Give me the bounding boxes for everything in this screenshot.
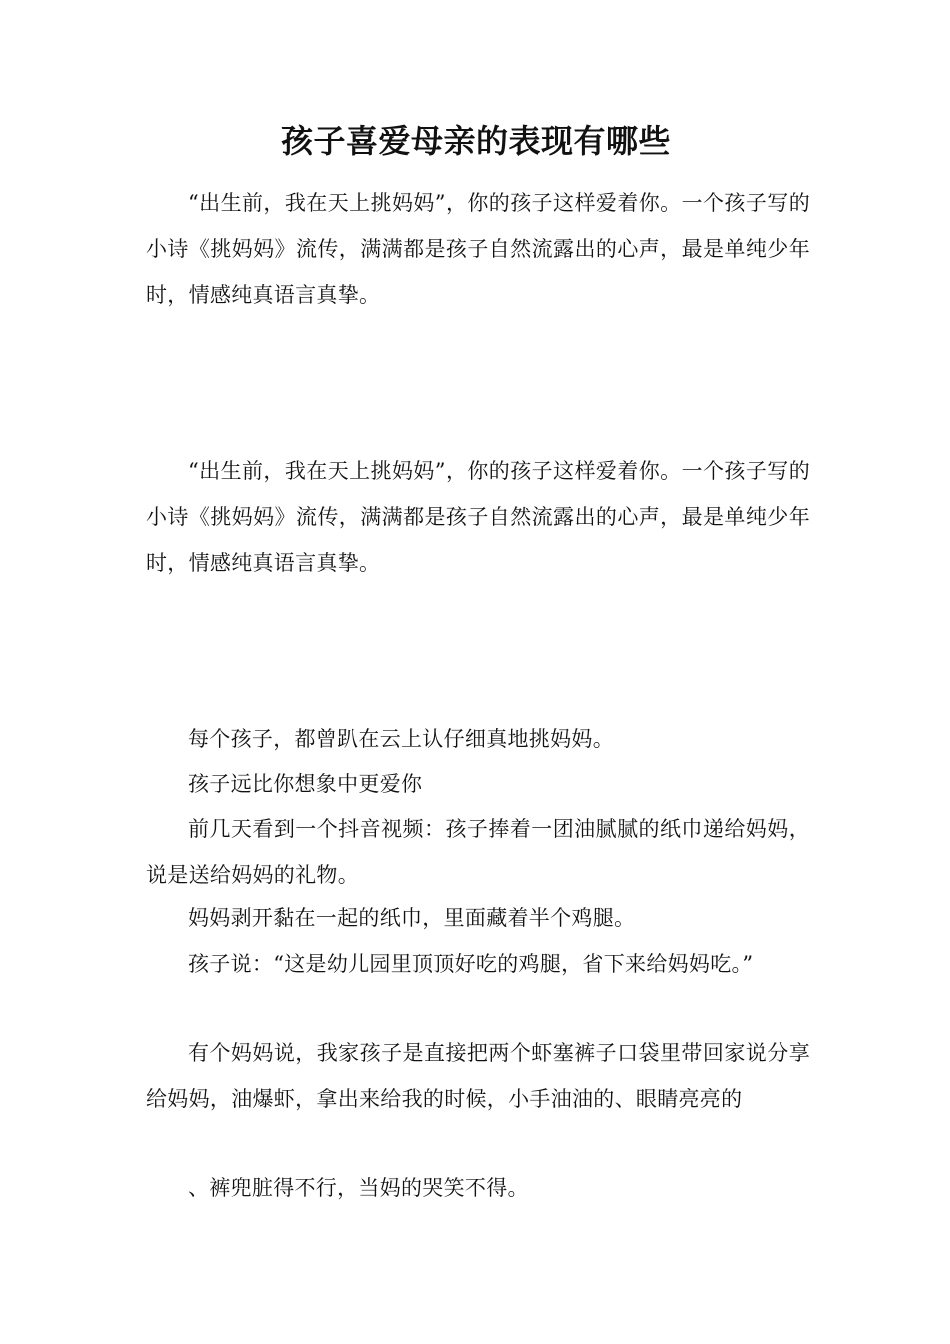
paragraph: 每个孩子，都曾趴在云上认仔细真地挑妈妈。 (188, 727, 614, 751)
paragraph-intro-repeat: “出生前，我在天上挑妈妈”，你的孩子这样爱着你。一个孩子写的小诗《挑妈妈》流传，满满都是孩子自然流露出的心声，最是单纯少年时，情感纯真语言真挚。 (146, 459, 810, 575)
section-heading: 孩子远比你想象中更爱你 (188, 772, 423, 796)
paragraph: 前几天看到一个抖音视频：孩子捧着一团油腻腻的纸巾递给妈妈，说是送给妈妈的礼物。 (146, 817, 810, 887)
document-title: 孩子喜爱母亲的表现有哪些 (280, 122, 671, 160)
paragraph: 、裤兜脏得不行，当妈的哭笑不得。 (188, 1176, 529, 1200)
paragraph: 妈妈剥开黏在一起的纸巾，里面藏着半个鸡腿。 (188, 906, 636, 930)
paragraph: 有个妈妈说，我家孩子是直接把两个虾塞裤子口袋里带回家说分享给妈妈，油爆虾，拿出来给我的时候，小手油油的、眼睛亮亮的 (146, 1041, 810, 1111)
paragraph-intro: “出生前，我在天上挑妈妈”，你的孩子这样爱着你。一个孩子写的小诗《挑妈妈》流传，满满都是孩子自然流露出的心声，最是单纯少年时，情感纯真语言真挚。 (146, 191, 810, 307)
paragraph: 孩子说：“这是幼儿园里顶顶好吃的鸡腿，省下来给妈妈吃。” (188, 952, 754, 976)
